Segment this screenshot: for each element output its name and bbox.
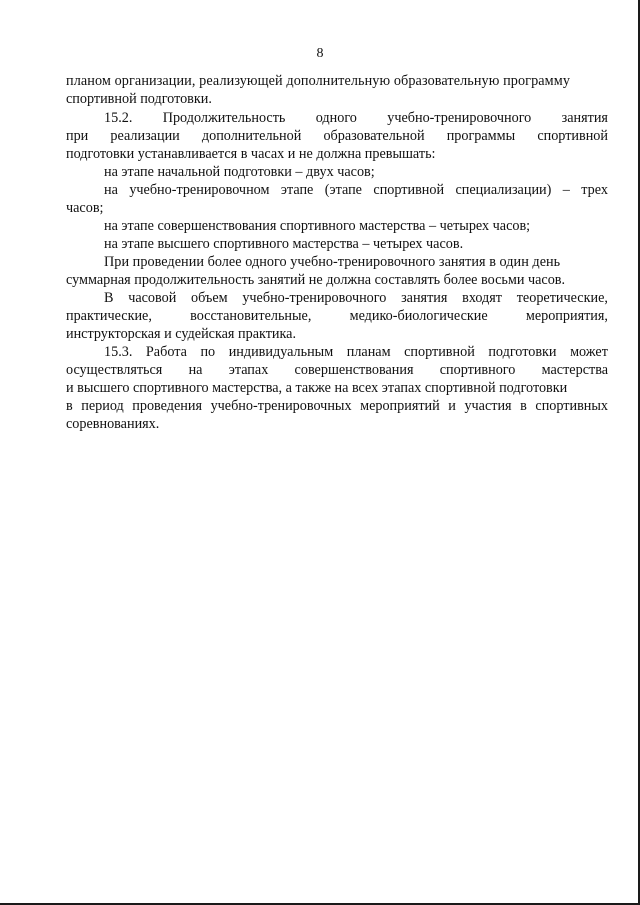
text-line-14 — [66, 308, 608, 324]
text-line-16 — [104, 344, 608, 360]
word: специализации) — [455, 182, 552, 198]
text-line-2: спортивной подготовки. — [66, 91, 212, 107]
word: восстановительные, — [190, 308, 312, 324]
word: осуществляться — [66, 362, 163, 378]
text-line-5: подготовки устанавливается в часах и не должна превышать: — [66, 146, 436, 162]
word: часовой — [128, 290, 177, 306]
word: учебно-тренировочном — [129, 182, 270, 198]
word: этапе — [280, 182, 314, 198]
text-line-17 — [66, 362, 608, 378]
word: индивидуальным — [228, 344, 334, 360]
word: участия — [464, 398, 512, 414]
word: 15.2. — [104, 110, 133, 126]
word: образовательной — [323, 128, 425, 144]
word: спортивной — [537, 128, 608, 144]
word: занятия — [561, 110, 608, 126]
word: мастерства — [541, 362, 608, 378]
word: (этапе — [324, 182, 362, 198]
word: и — [448, 398, 456, 414]
word: Продолжительность — [162, 110, 286, 126]
word: период — [81, 398, 124, 414]
word: в — [66, 398, 73, 414]
word: на — [188, 362, 203, 378]
word: совершенствования — [294, 362, 414, 378]
word: программы — [446, 128, 516, 144]
page-number: 8 — [316, 46, 324, 61]
word: по — [200, 344, 216, 360]
word: учебно-тренировочного — [387, 110, 532, 126]
word: Работа — [145, 344, 187, 360]
text-line-19 — [66, 398, 608, 414]
word: медико-биологические — [349, 308, 488, 324]
text-line-4 — [66, 128, 608, 144]
word: мероприятий — [360, 398, 440, 414]
word: спортивной — [404, 344, 475, 360]
word: 15.3. — [104, 344, 133, 360]
text-line-6: на этапе начальной подготовки – двух часов; — [104, 164, 375, 180]
text-line-8: часов; — [66, 200, 104, 216]
word: теоретические, — [516, 290, 608, 306]
text-line-11: При проведении более одного учебно-тренировочного занятия в один день — [104, 254, 561, 270]
word: практические, — [66, 308, 152, 324]
word: В — [104, 290, 114, 306]
word: входят — [462, 290, 503, 306]
text-line-9: на этапе совершенствования спортивного мастерства – четырех часов; — [104, 218, 531, 234]
word: одного — [315, 110, 357, 126]
word: на — [104, 182, 118, 198]
text-line-1: планом организации, реализующей дополнительную образовательную программу — [66, 73, 571, 89]
word: занятия — [401, 290, 448, 306]
text-line-3 — [104, 110, 608, 126]
word: – — [562, 182, 570, 198]
text-line-12: суммарная продолжительность занятий не должна составлять более восьми часов. — [66, 272, 566, 288]
word: в — [520, 398, 527, 414]
word: при — [66, 128, 89, 144]
text-line-10: на этапе высшего спортивного мастерства – четырех часов. — [104, 236, 464, 252]
word: планам — [346, 344, 391, 360]
word: трех — [581, 182, 608, 198]
word: реализации — [110, 128, 180, 144]
word: объем — [191, 290, 228, 306]
word: проведения — [132, 398, 203, 414]
text-line-20: соревнованиях. — [66, 416, 160, 432]
word: этапах — [228, 362, 269, 378]
word: спортивной — [373, 182, 445, 198]
word: дополнительной — [201, 128, 302, 144]
word: спортивных — [535, 398, 608, 414]
word: учебно-тренировочного — [242, 290, 387, 306]
text-line-15: инструкторская и судейская практика. — [66, 326, 297, 342]
text-line-13 — [104, 290, 608, 306]
word: спортивного — [439, 362, 516, 378]
text-line-7 — [104, 182, 608, 198]
word: может — [570, 344, 608, 360]
text-line-18: и высшего спортивного мастерства, а также на всех этапах спортивной подготовки — [66, 380, 568, 396]
word: учебно-тренировочных — [210, 398, 352, 414]
word: мероприятия, — [525, 308, 608, 324]
word: подготовки — [488, 344, 557, 360]
